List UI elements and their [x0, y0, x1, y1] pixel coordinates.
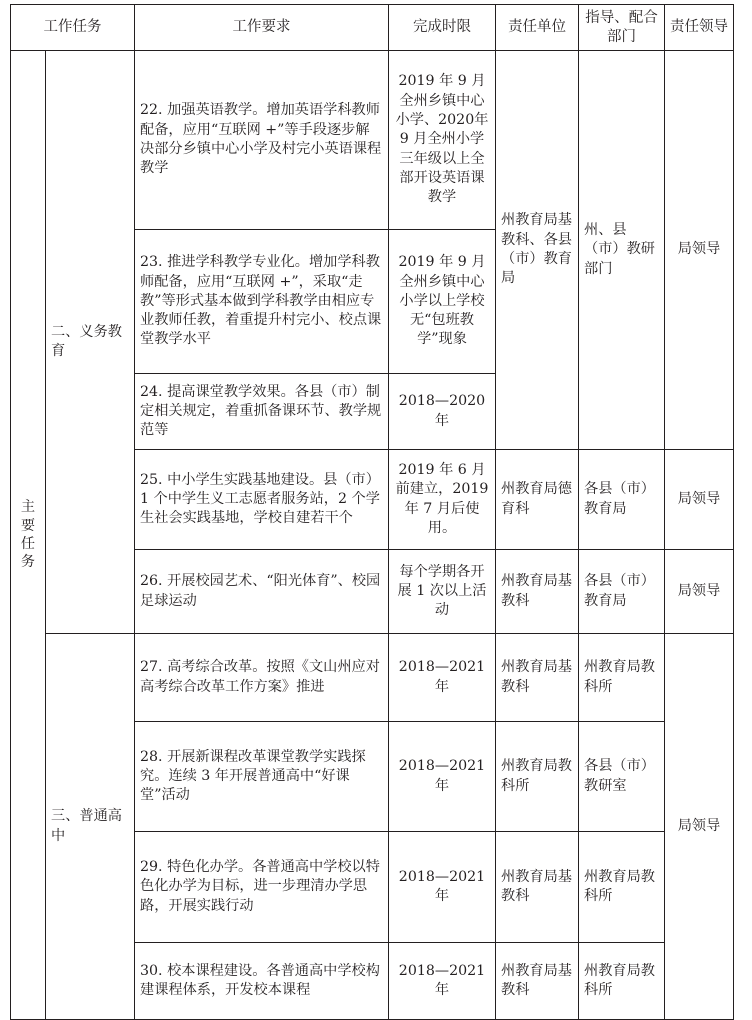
- requirement-24: 24. 提高课堂教学效果。各县（市）制定相关规定，着重抓备课环节、教学规范等: [135, 374, 389, 450]
- section-high-school: 三、普通高中: [46, 634, 135, 1020]
- header-leader: 责任领导: [665, 5, 734, 51]
- header-guide: 指导、配合部门: [579, 5, 665, 51]
- header-row: [11, 5, 734, 51]
- guide-29: 州教育局教科所: [579, 832, 665, 943]
- header-requirement: 工作要求: [135, 5, 389, 51]
- requirement-23: 23. 推进学科教学专业化。增加学科教师配备，应用“互联网 +”，采取“走教”等形式基本做到学科教学由相应专业教师任教，着重提升村完小、校点课堂教学水平: [135, 230, 389, 374]
- deadline-28: 2018—2021 年: [389, 722, 496, 832]
- guide-26: 各县（市）教育局: [579, 550, 665, 634]
- unit-25: 州教育局德育科: [496, 450, 579, 550]
- main-task-cell: [11, 51, 46, 1020]
- unit-22-24: 州教育局基教科、各县（市）教育局: [496, 51, 579, 450]
- deadline-27: 2018—2021 年: [389, 634, 496, 722]
- table-row: [11, 51, 734, 230]
- guide-27: 州教育局教科所: [579, 634, 665, 722]
- deadline-22: 2019 年 9 月全州乡镇中心小学、2020年 9 月全州小学三年级以上全部开设英语课教学: [389, 51, 496, 230]
- header-deadline: 完成时限: [389, 5, 496, 51]
- leader-22-24: 局领导: [665, 51, 734, 450]
- requirement-30: 30. 校本课程建设。各普通高中学校构建课程体系，开发校本课程: [135, 943, 389, 1020]
- section-compulsory-education: 二、义务教育: [46, 51, 135, 634]
- unit-30: 州教育局基教科: [496, 943, 579, 1020]
- requirement-27: 27. 高考综合改革。按照《文山州应对高考综合改革工作方案》推进: [135, 634, 389, 722]
- deadline-23: 2019 年 9 月全州乡镇中心小学以上学校无“包班教学”现象: [389, 230, 496, 374]
- requirement-25: 25. 中小学生实践基地建设。县（市）1 个中学生义工志愿者服务站，2 个学生社会实践基地，学校自建若干个: [135, 450, 389, 550]
- guide-22-24: 州、县（市）教研部门: [579, 51, 665, 450]
- guide-28: 各县（市）教研室: [579, 722, 665, 832]
- deadline-25: 2019 年 6 月前建立，2019 年 7 月后使用。: [389, 450, 496, 550]
- guide-30: 州教育局教科所: [579, 943, 665, 1020]
- deadline-30: 2018—2021 年: [389, 943, 496, 1020]
- unit-27: 州教育局基教科: [496, 634, 579, 722]
- deadline-29: 2018—2021 年: [389, 832, 496, 943]
- deadline-24: 2018—2020 年: [389, 374, 496, 450]
- deadline-26: 每个学期各开展 1 次以上活动: [389, 550, 496, 634]
- requirement-26: 26. 开展校园艺术、“阳光体育”、校园足球运动: [135, 550, 389, 634]
- main-task-label: 主要任务: [20, 499, 36, 571]
- table-row: [11, 634, 734, 722]
- task-table: [10, 4, 734, 1020]
- header-unit: 责任单位: [496, 5, 579, 51]
- unit-26: 州教育局基教科: [496, 550, 579, 634]
- leader-25: 局领导: [665, 450, 734, 550]
- requirement-22: 22. 加强英语教学。增加英语学科教师配备，应用“互联网 +”等手段逐步解决部分乡镇中心小学及村完小英语课程教学: [135, 51, 389, 230]
- header-task: 工作任务: [11, 5, 135, 51]
- leader-26: 局领导: [665, 550, 734, 634]
- leader-27-30: 局领导: [665, 634, 734, 1020]
- unit-29: 州教育局基教科: [496, 832, 579, 943]
- guide-25: 各县（市）教育局: [579, 450, 665, 550]
- unit-28: 州教育局教科所: [496, 722, 579, 832]
- requirement-29: 29. 特色化办学。各普通高中学校以特色化办学为目标，进一步理清办学思路，开展实践行动: [135, 832, 389, 943]
- requirement-28: 28. 开展新课程改革课堂教学实践探究。连续 3 年开展普通高中“好课堂”活动: [135, 722, 389, 832]
